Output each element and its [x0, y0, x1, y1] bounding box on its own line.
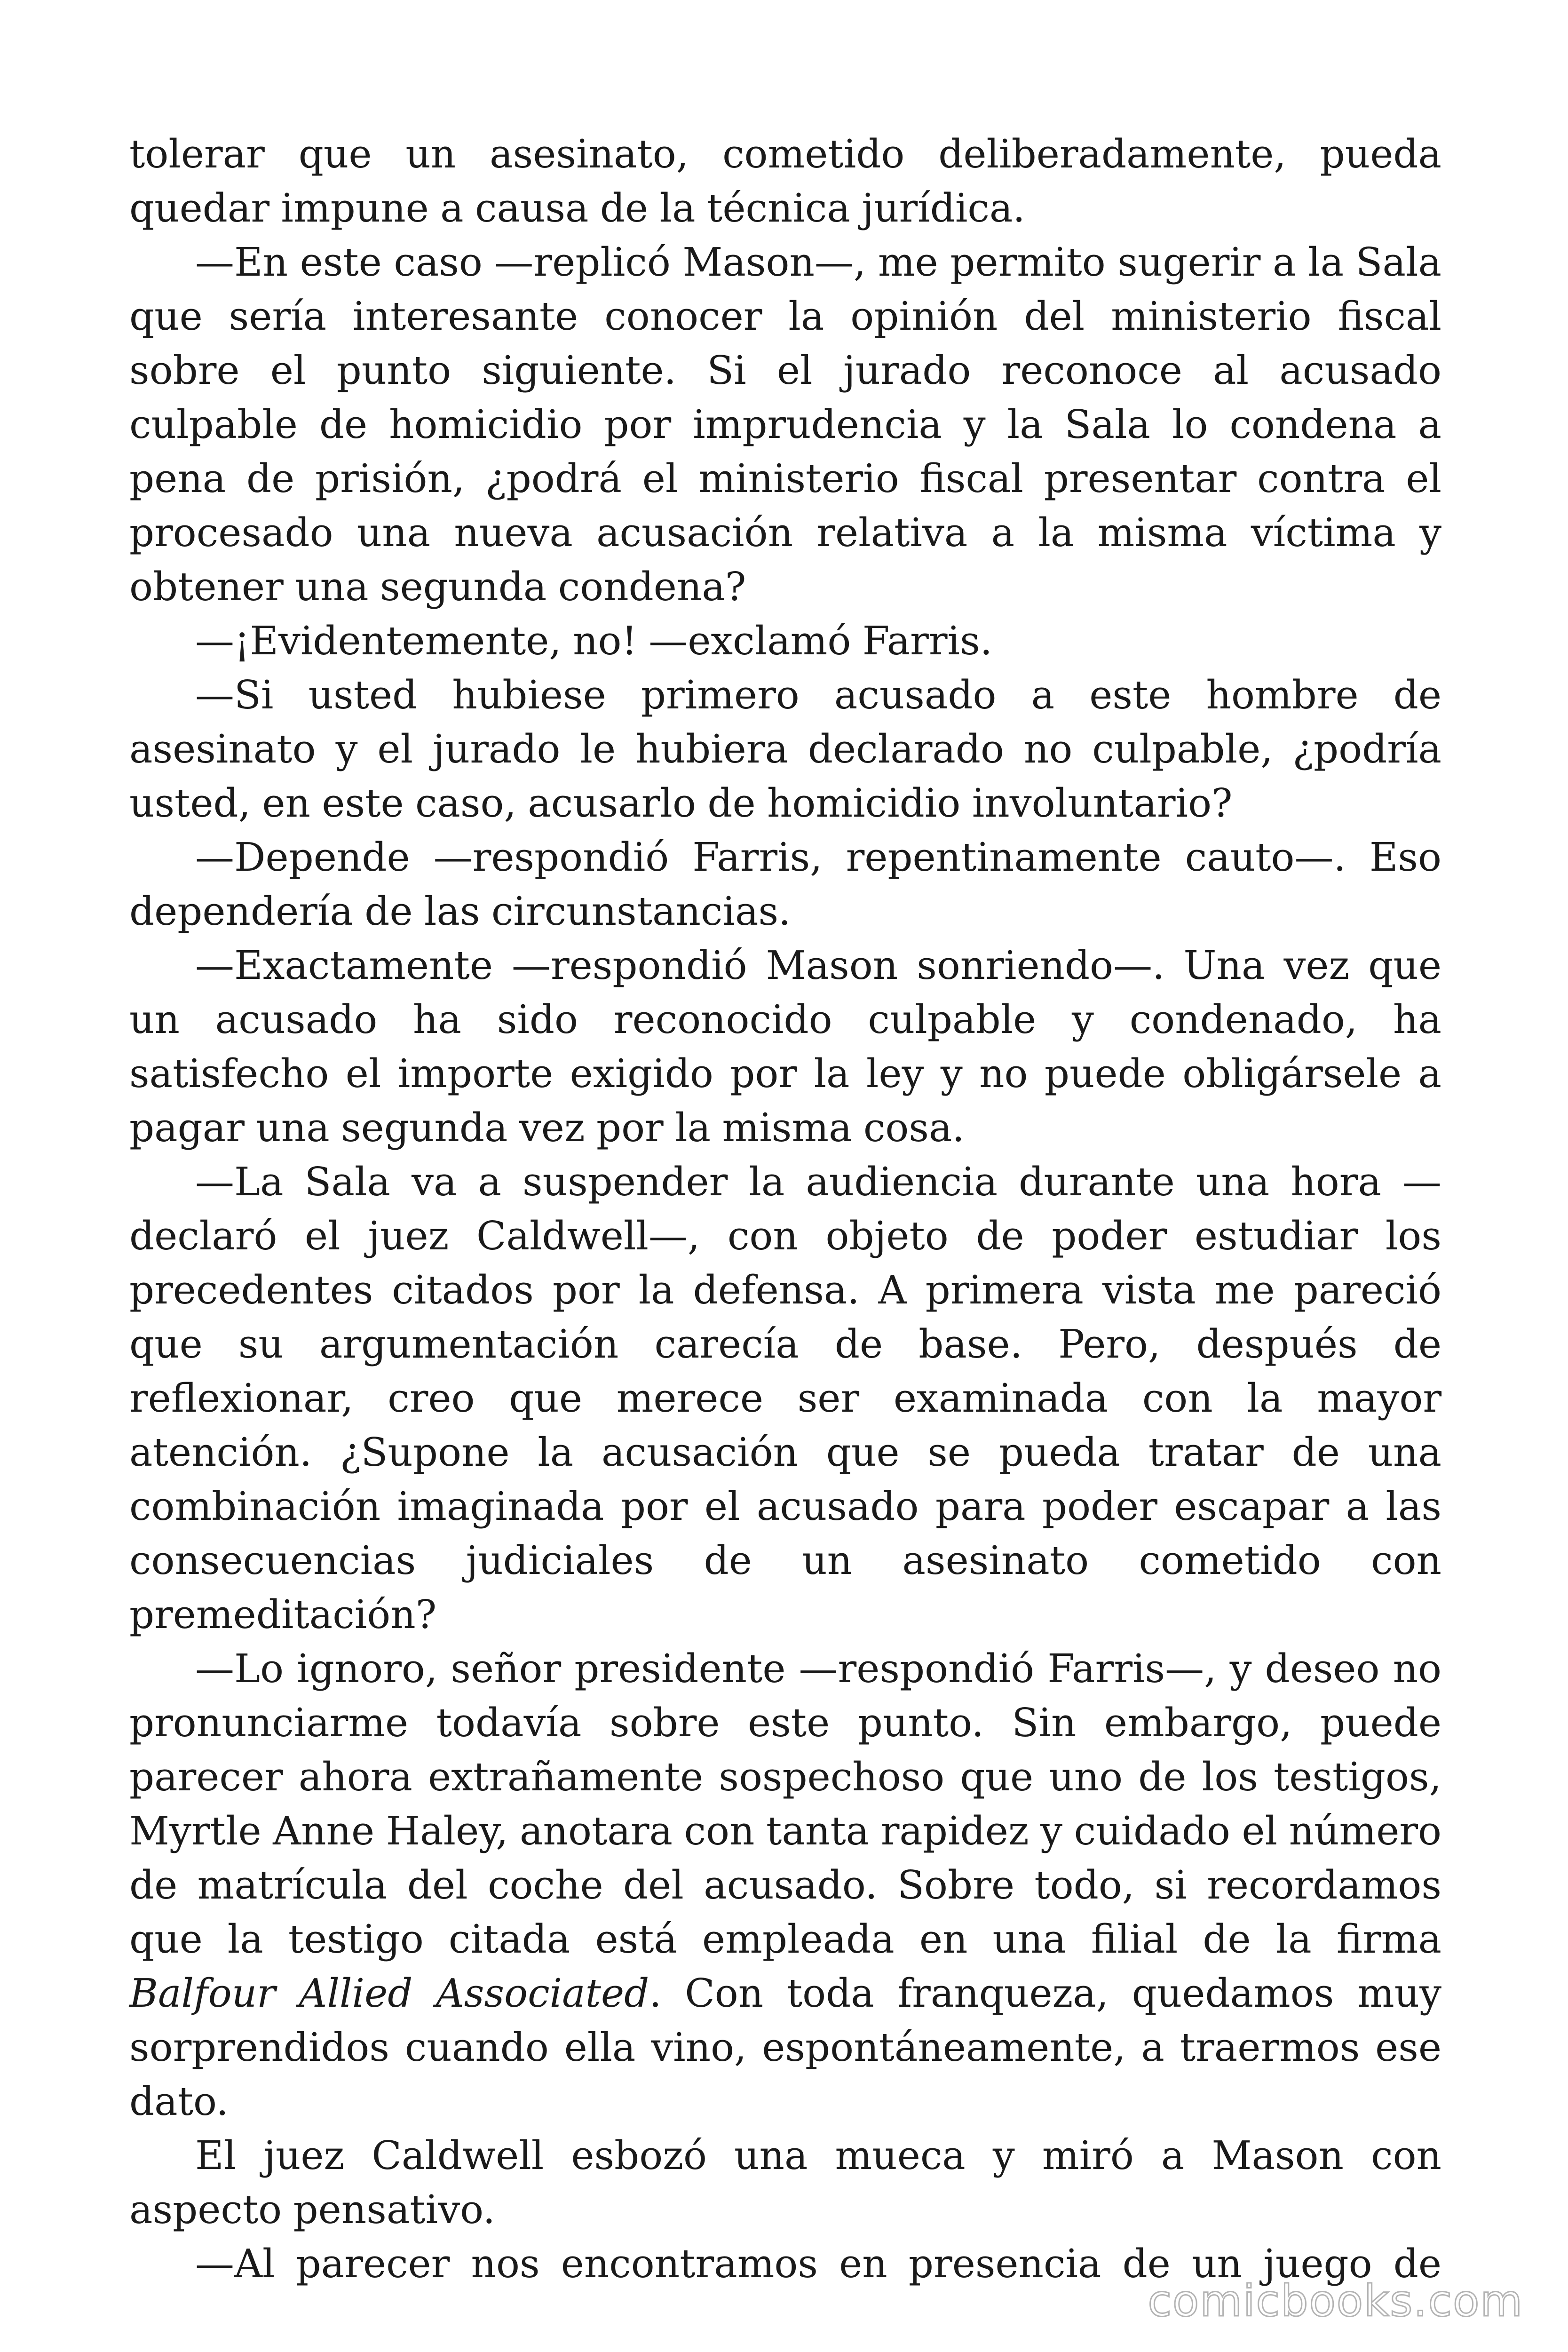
paragraph: —Depende —respondió Farris, repentinamente cauto—. Eso dependería de las circunstancias.: [129, 834, 1441, 934]
paragraph: El juez Caldwell esbozó una mueca y miró a Mason con aspecto pensativo.: [129, 2133, 1441, 2233]
book-page-text: [129, 127, 1441, 2291]
paragraph: [129, 1642, 1441, 2129]
paragraph-text-after: . Con toda franqueza, quedamos muy sorprendidos cuando ella vino, espontáneamente, a traermos ese dato.: [129, 1971, 1442, 2124]
paragraph: —En este caso —replicó Mason—, me permito sugerir a la Sala que sería interesante conocer la opinión del ministerio fiscal sobre el punto siguiente. Si el jurado reconoce al acusado culpable de homicidio por imprudencia y la Sala lo condena a pena de prisión, ¿podrá el ministerio fiscal presentar contra el procesado una nueva acusación relativa a la misma víctima y obtener una segunda condena?: [129, 239, 1441, 610]
company-name-italic: Balfour Allied Associated: [129, 1971, 649, 2016]
paragraph: —Exactamente —respondió Mason sonriendo—. Una vez que un acusado ha sido reconocido culpable y condenado, ha satisfecho el importe exigido por la ley y no puede obligársele a pagar una segunda vez por la misma cosa.: [129, 943, 1441, 1151]
paragraph: tolerar que un asesinato, cometido deliberadamente, pueda quedar impune a causa de la técnica jurídica.: [129, 131, 1441, 231]
paragraph: —La Sala va a suspender la audiencia durante una hora —declaró el juez Caldwell—, con objeto de poder estudiar los precedentes citados por la defensa. A primera vista me pareció que su argumentación carecía de base. Pero, después de reflexionar, creo que merece ser examinada con la mayor atención. ¿Supone la acusación que se pueda tratar de una combinación imaginada por el acusado para poder escapar a las consecuencias judiciales de un asesinato cometido con premeditación?: [129, 1159, 1441, 1637]
paragraph: —¡Evidentemente, no! —exclamó Farris.: [195, 618, 993, 664]
paragraph-text-before: —Lo ignoro, señor presidente —respondió Farris—, y deseo no pronunciarme todavía sobre este punto. Sin embargo, puede parecer ahora extrañamente sospechoso que uno de los testigos, Myrtle Anne Haley, anotara con tanta rapidez y cuidado el número de matrícula del coche del acusado. Sobre todo, si recordamos que la testigo citada está empleada en una filial de la firma: [129, 1646, 1441, 1962]
watermark-logo: comicbooks.com: [1148, 2276, 1523, 2326]
paragraph: —Si usted hubiese primero acusado a este hombre de asesinato y el jurado le hubiera declarado no culpable, ¿podría usted, en este caso, acusarlo de homicidio involuntario?: [129, 672, 1441, 826]
paragraph: —Al parecer nos encontramos en presencia de un juego de: [195, 2241, 1441, 2287]
